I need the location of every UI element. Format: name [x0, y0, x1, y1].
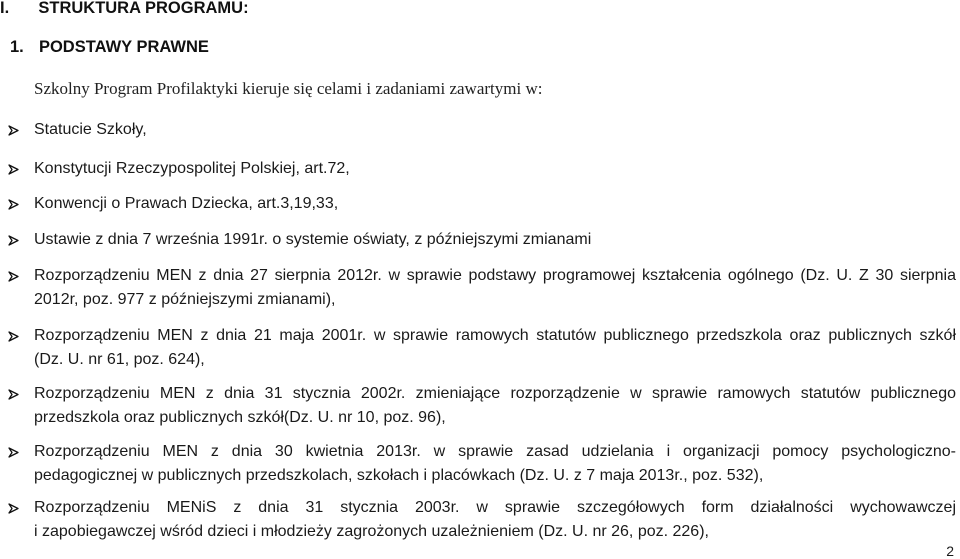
list-item-line: przedszkola oraz publicznych szkół(Dz. U. nr 10, poz. 96), — [34, 409, 446, 426]
list-item-line: Rozporządzeniu MEN z dnia 31 stycznia 2002r. zmieniające rozporządzenie w sprawie ramowych statutów publicznego — [34, 385, 956, 402]
list-item-text — [34, 496, 956, 544]
list-item — [8, 440, 956, 488]
list-item — [8, 157, 956, 181]
subsection-heading — [10, 38, 209, 57]
list-item-text — [34, 192, 956, 216]
arrowhead-bullet-icon — [8, 157, 22, 181]
list-item — [8, 192, 956, 216]
list-item-line: 2012r, poz. 977 z późniejszymi zmianami), — [34, 291, 336, 308]
arrowhead-bullet-icon — [8, 496, 22, 520]
arrowhead-bullet-icon — [8, 192, 22, 216]
list-item-line: Konstytucji Rzeczypospolitej Polskiej, art.72, — [34, 160, 350, 177]
arrowhead-bullet-icon — [8, 324, 22, 348]
arrowhead-bullet-icon — [8, 440, 22, 464]
list-item-text — [34, 440, 956, 488]
list-item-text — [34, 324, 956, 372]
list-item — [8, 324, 956, 372]
list-item-line: Statucie Szkoły, — [34, 121, 147, 138]
arrowhead-bullet-icon — [8, 382, 22, 406]
list-item-line: i zapobiegawczej wśród dzieci i młodzieży zagrożonych uzależnieniem (Dz. U. nr 26, poz. 226), — [34, 523, 709, 540]
section-roman-numeral: I. — [0, 0, 10, 17]
list-item-line: Rozporządzeniu MEN z dnia 27 sierpnia 2012r. w sprawie podstawy programowej kształcenia ogólnego (Dz. U. Z 30 sierpnia — [34, 267, 956, 284]
list-item-line: Konwencji o Prawach Dziecka, art.3,19,33, — [34, 195, 339, 212]
list-item — [8, 228, 956, 252]
section-title: STRUKTURA PROGRAMU: — [38, 0, 249, 17]
list-item-line: Ustawie z dnia 7 września 1991r. o systemie oświaty, z późniejszymi zmianami — [34, 231, 592, 248]
list-item-text — [34, 118, 956, 142]
list-item-line: Rozporządzeniu MEN z dnia 21 maja 2001r. w sprawie ramowych statutów publicznego przedszkola oraz publicznych szkół — [34, 327, 956, 344]
list-item-text — [34, 382, 956, 430]
list-item-line: Rozporządzeniu MENiS z dnia 31 stycznia 2003r. w sprawie szczegółowych form działalności wychowawczej — [34, 499, 956, 516]
list-item — [8, 118, 956, 142]
section-heading — [0, 0, 249, 18]
subsection-title: PODSTAWY PRAWNE — [38, 38, 209, 56]
list-item — [8, 382, 956, 430]
intro-paragraph: Szkolny Program Profilaktyki kieruje się celami i zadaniami zawartymi w: — [34, 79, 543, 98]
list-item-line: pedagogicznej w publicznych przedszkolach, szkołach i placówkach (Dz. U. z 7 maja 2013r., poz. 532), — [34, 467, 764, 484]
list-item — [8, 496, 956, 544]
list-item-text — [34, 228, 956, 252]
list-item-line: Rozporządzeniu MEN z dnia 30 kwietnia 2013r. w sprawie zasad udzielania i organizacji pomocy psychologiczno- — [34, 443, 956, 460]
list-item-text — [34, 157, 956, 181]
page-number: 2 — [946, 543, 954, 559]
arrowhead-bullet-icon — [8, 228, 22, 252]
arrowhead-bullet-icon — [8, 118, 22, 142]
list-item — [8, 264, 956, 312]
list-item-line: (Dz. U. nr 61, poz. 624), — [34, 351, 205, 368]
arrowhead-bullet-icon — [8, 264, 22, 288]
subsection-number: 1. — [10, 38, 24, 56]
list-item-text — [34, 264, 956, 312]
